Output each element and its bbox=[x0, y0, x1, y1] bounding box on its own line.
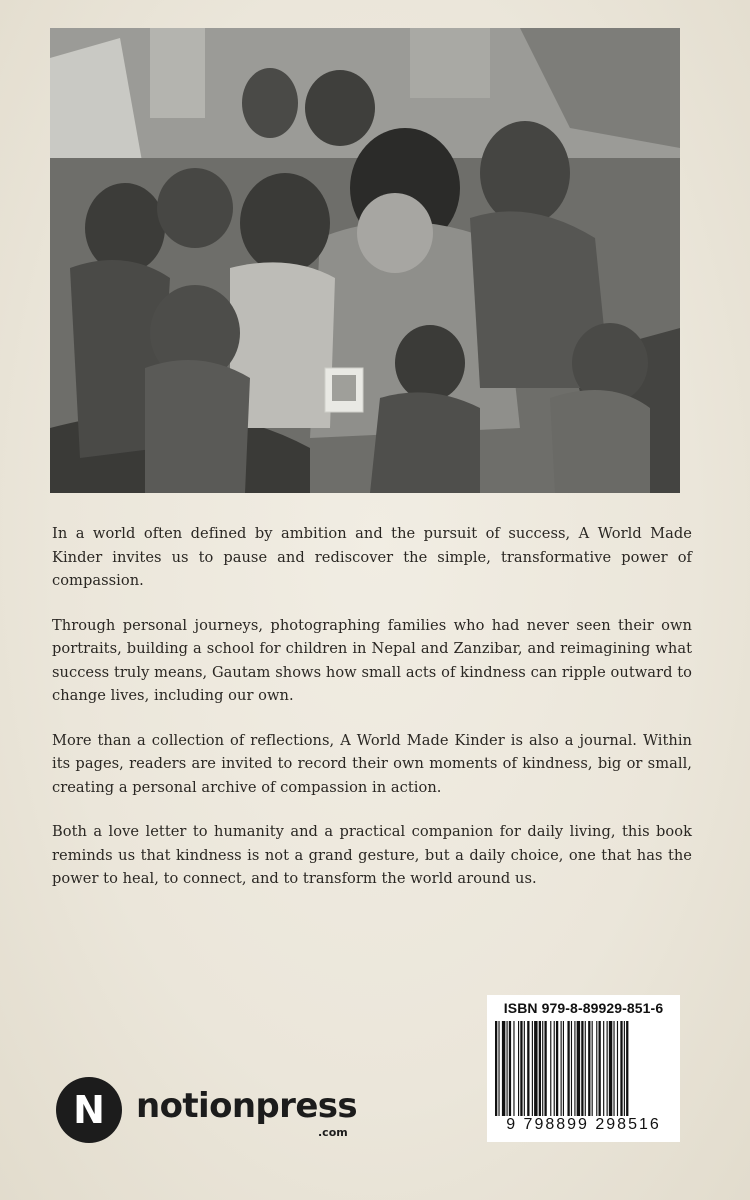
isbn-barcode bbox=[487, 995, 680, 1142]
barcode-bar bbox=[585, 1021, 586, 1116]
barcode-bar bbox=[624, 1021, 625, 1116]
publisher-logo bbox=[55, 1076, 375, 1146]
barcode-bar bbox=[609, 1021, 612, 1116]
isbn-label: ISBN 979-8-89929-851-6 bbox=[503, 1000, 664, 1016]
blurb-paragraph: More than a collection of reflections, A World Made Kinder is also a journal. Within its pages, readers are invited to record their own moments of kindness, big or small, creating a personal archive of compassion in action. bbox=[52, 731, 692, 796]
barcode-bar bbox=[520, 1021, 522, 1116]
barcode-bar bbox=[524, 1021, 525, 1116]
barcode-digits: 9 798899 298516 bbox=[506, 1116, 661, 1133]
barcode-bar bbox=[513, 1021, 514, 1116]
barcode-bar bbox=[577, 1021, 580, 1116]
barcode-bar bbox=[592, 1021, 593, 1116]
blurb-paragraph: Both a love letter to humanity and a practical companion for daily living, this book reminds us that kindness is not a grand gesture, but a daily choice, one that has the power to heal, to connect, and to transform the world around us. bbox=[52, 823, 692, 887]
barcode-bar bbox=[561, 1021, 562, 1116]
barcode-bar bbox=[518, 1021, 519, 1116]
barcode-bar bbox=[495, 1021, 497, 1116]
barcode-bar bbox=[554, 1021, 555, 1116]
barcode-bar bbox=[596, 1021, 597, 1116]
barcode-bars bbox=[495, 1021, 672, 1116]
photo-illustration bbox=[50, 28, 680, 493]
barcode-bar bbox=[599, 1021, 601, 1116]
barcode-bar bbox=[626, 1021, 628, 1116]
barcode-bar bbox=[571, 1021, 572, 1116]
blurb-paragraph: Through personal journeys, photographing families who had never seen their own portraits, building a school for children in Nepal and Zanzibar, and reimagining what success truly means, Gautam shows how small acts of kindness can ripple outward to change lives, including our own. bbox=[52, 616, 692, 704]
barcode-bar bbox=[539, 1021, 541, 1116]
barcode-bar bbox=[607, 1021, 608, 1116]
cover-photo bbox=[50, 28, 680, 493]
barcode-bar bbox=[498, 1021, 499, 1116]
logo-mark-letter: N bbox=[73, 1088, 105, 1132]
barcode-bar bbox=[613, 1021, 614, 1116]
publisher-name: notionpress bbox=[136, 1086, 358, 1126]
barcode-bar bbox=[574, 1021, 575, 1116]
publisher-suffix: .com bbox=[318, 1126, 348, 1139]
barcode-bar bbox=[567, 1021, 569, 1116]
barcode-bar bbox=[544, 1021, 546, 1116]
barcode-bar bbox=[581, 1021, 583, 1116]
barcode-bar bbox=[534, 1021, 537, 1116]
barcode-bar bbox=[509, 1021, 511, 1116]
blurb-paragraph: In a world often defined by ambition and the pursuit of success, A World Made Kinder invites us to pause and rediscover the simple, transformative power of compassion. bbox=[52, 525, 692, 589]
barcode-bar bbox=[550, 1021, 551, 1116]
barcode-bar bbox=[542, 1021, 543, 1116]
barcode-bar bbox=[620, 1021, 622, 1116]
barcode-bar bbox=[563, 1021, 564, 1116]
barcode-bar bbox=[588, 1021, 590, 1116]
barcode-bar bbox=[603, 1021, 604, 1116]
barcode-bar bbox=[507, 1021, 508, 1116]
barcode-bar bbox=[556, 1021, 558, 1116]
barcode-bar bbox=[532, 1021, 533, 1116]
barcode-bar bbox=[502, 1021, 505, 1116]
barcode-bar bbox=[527, 1021, 529, 1116]
notionpress-logo-icon bbox=[55, 1076, 123, 1144]
barcode-bar bbox=[617, 1021, 618, 1116]
back-cover-blurb bbox=[52, 522, 692, 912]
